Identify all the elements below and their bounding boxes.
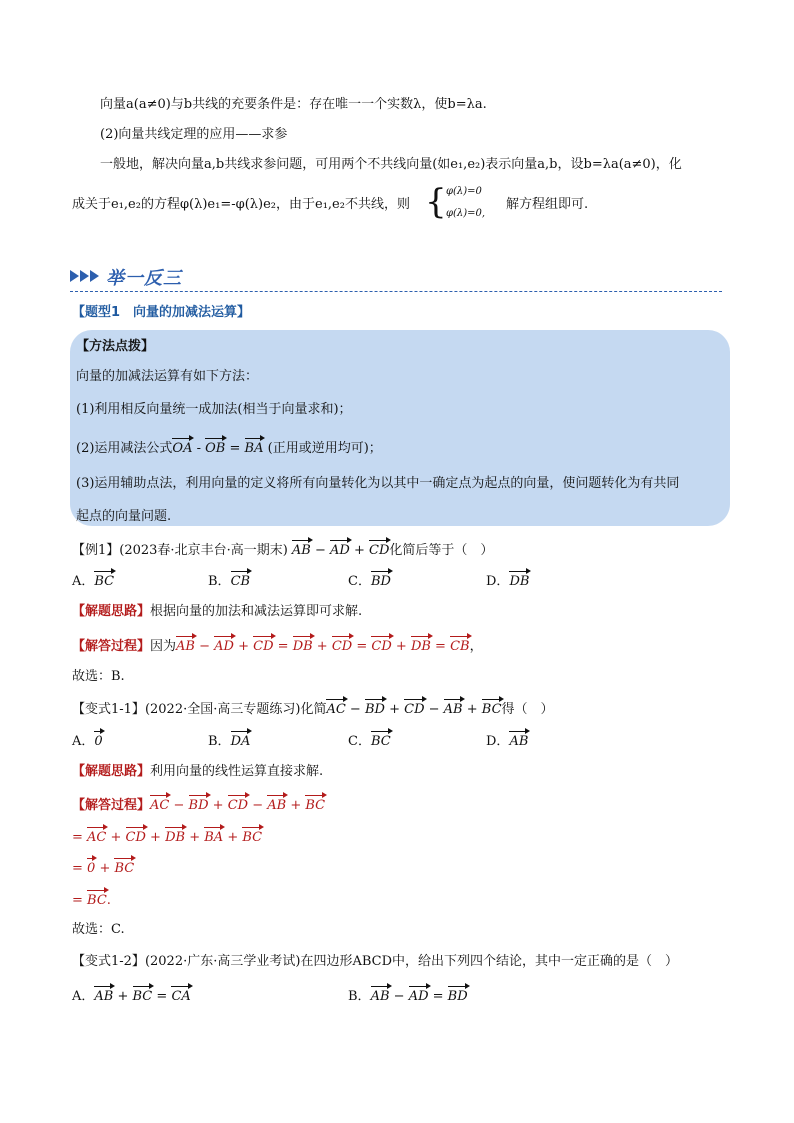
variant-1-1-option-c: C．BC [348,730,391,751]
example-1-answer: 故选：B. [72,669,125,684]
type1-title: 【题型1 向量的加减法运算】 [72,305,251,320]
banner-divider [70,291,722,292]
variant-1-1-question: 【变式1-1】(2022·全国·高三专题练习)化简AC − BD + CD − AB + BC得（ ） [72,698,554,719]
variant-1-1-step-3: = 0 + BC [72,857,134,878]
variant-1-1-option-d: D．AB [486,730,528,751]
method-line-1: 向量的加减法运算有如下方法： [76,369,259,384]
example-1-tail: 化简后等于（ ） [389,543,494,558]
process-label: 【解答过程】 [72,639,151,654]
section-banner [70,262,200,290]
example-1-option-a: A．BC [72,570,114,591]
example-1-option-b: B．CB [208,570,250,591]
variant-1-1-step-4: = BC. [72,889,111,910]
variant-1-1-thinking: 【解题思路】利用向量的线性运算直接求解. [72,764,324,779]
chevron-icon [80,270,89,282]
method-line-5: 起点的向量问题. [76,509,172,524]
thinking-label: 【解题思路】 [72,604,151,619]
equation-1: φ(λ)=0 [446,186,482,197]
method-line-3: (2)运用减法公式OA - OB = BA (正用或逆用均可)； [76,437,382,458]
intro-line-4 [72,196,410,214]
method-title: 【方法点拨】 [76,339,155,354]
method-line-3-a: (2)运用减法公式 [76,441,173,456]
variant-1-1-process: 【解答过程】AC − BD + CD − AB + BC [72,794,325,815]
variant-1-2-option-a: A．AB + BC = CA [72,985,191,1006]
intro-line-4-a: 成关于e₁,e₂的方程φ(λ)e₁=-φ(λ)e₂，由于e₁,e₂不共线，则 [72,197,410,212]
variant-1-2-question: 【变式1-2】(2022·广东·高三学业考试)在四边形ABCD中，给出下列四个结论，其中一定正确的是（ ） [72,954,678,969]
variant-1-1-answer: 故选：C. [72,922,125,937]
example-1-thinking: 【解题思路】根据向量的加法和减法运算即可求解. [72,604,363,619]
banner-title: 举一反三 [106,268,182,289]
method-line-3-b: (正用或逆用均可)； [267,441,382,456]
intro-line-4-b: 解方程组即可. [506,197,589,212]
example-1-option-d: D．DB [486,570,529,591]
example-1-label: 【例1】 [72,543,120,558]
variant-1-1-option-b: B．DA [208,730,250,751]
method-line-2: (1)利用相反向量统一成加法(相当于向量求和)； [76,402,352,417]
intro-line-3: 一般地，解决向量a,b共线求参问题，可用两个不共线向量(如e₁,e₂)表示向量a,b，设b=λa(a≠0)，化 [100,157,682,172]
example-1-process: 【解答过程】因为AB − AD + CD = DB + CD = CD + DB = CB， [72,635,483,656]
method-line-4: (3)运用辅助点法，利用向量的定义将所有向量转化为以其中一确定点为起点的向量，使问题转化为有共同 [76,476,680,491]
intro-line-2: (2)向量共线定理的应用——求参 [100,127,288,142]
example-1-option-c: C．BD [348,570,391,591]
variant-1-2-option-b: B．AB − AD = BD [348,985,468,1006]
method-box [70,330,730,526]
example-1-question: 【例1】(2023春·北京丰台·高一期末) AB − AD + CD化简后等于（ ） [72,539,493,560]
intro-line-1: 向量a(a≠0)与b共线的充要条件是：存在唯一一个实数λ，使b=λa. [100,97,487,112]
chevron-icon [70,270,79,282]
chevron-icon [90,270,99,282]
variant-1-1-option-a: A．0 [72,730,103,751]
variant-1-1-step-2: = AC + CD + DB + BA + BC [72,826,262,847]
example-1-source: (2023春·北京丰台·高一期末) [119,543,288,558]
equation-2: φ(λ)=0, [446,208,486,219]
brace-symbol: { [425,182,447,222]
